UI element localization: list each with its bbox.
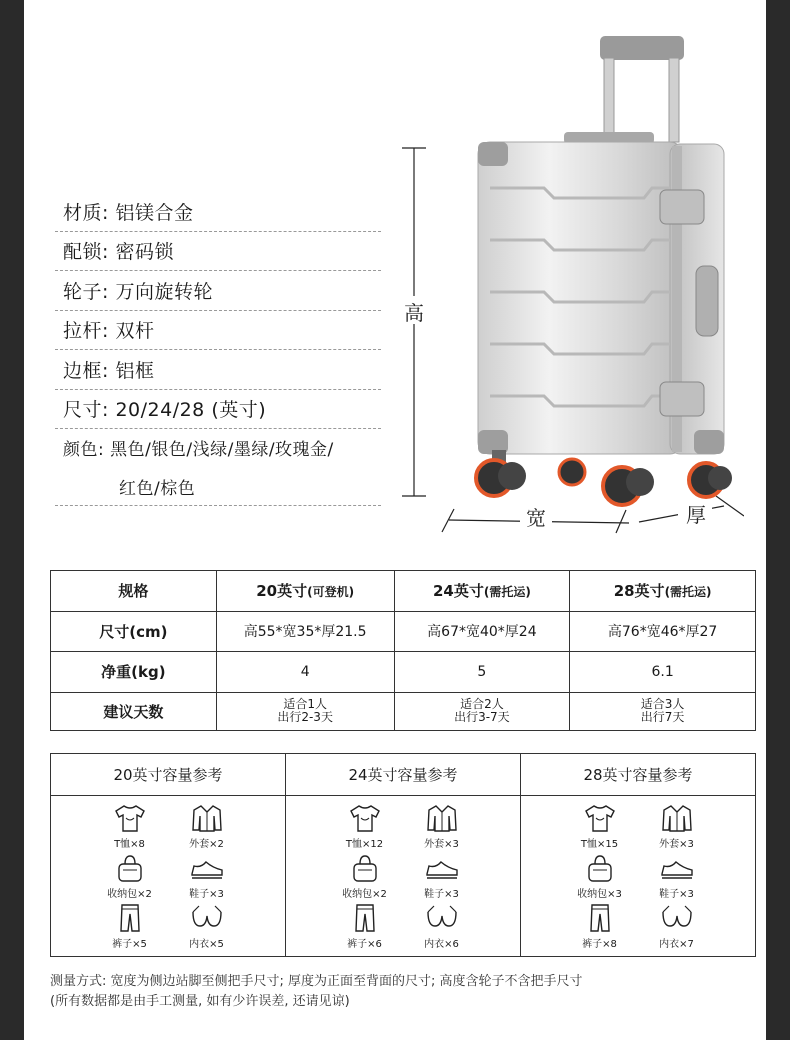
- capacity-item-label: 裤子×5: [112, 939, 147, 950]
- days-28-line2: 出行7天: [640, 710, 685, 724]
- pants-icon: [347, 902, 383, 934]
- cell-size-28: 高76*宽46*厚27: [570, 611, 756, 652]
- capacity-item: [561, 902, 638, 952]
- capacity-item-label: T恤×8: [114, 839, 145, 850]
- measurement-note: [50, 972, 756, 1012]
- capacity-item-label: 外套×3: [424, 839, 459, 850]
- capacity-item: [326, 852, 403, 902]
- size-20-label: 20英寸: [256, 582, 308, 601]
- capacity-item: [403, 802, 480, 852]
- capacity-item-label: T恤×12: [345, 839, 384, 850]
- spinner-wheels: [476, 450, 732, 505]
- tshirt-icon: [582, 802, 618, 834]
- spec-list: [55, 192, 381, 506]
- shoe-icon: [189, 852, 225, 884]
- cell-days-20: [216, 692, 394, 730]
- size-28-note: (需托运): [664, 585, 712, 600]
- table-header-row: [51, 571, 756, 612]
- spec-color-text-1: 颜色: 黑色/银色/浅绿/墨绿/玫瑰金/: [63, 440, 334, 460]
- pants-icon: [112, 902, 148, 934]
- tshirt-icon: [112, 802, 148, 834]
- capacity-item-label: 内衣×5: [189, 939, 224, 950]
- note-line-2: (所有数据都是由手工测量, 如有少许误差, 还请见谅): [50, 994, 350, 1009]
- capacity-item-label: 收纳包×2: [107, 889, 152, 900]
- spec-handle-text: 拉杆: 双杆: [63, 320, 155, 343]
- product-detail-page: [24, 0, 766, 1040]
- width-label: 宽: [526, 506, 546, 530]
- capacity-item: [561, 802, 638, 852]
- capacity-grid: [521, 796, 755, 956]
- cell-days-24: [394, 692, 570, 730]
- spec-handle: [55, 311, 381, 351]
- row-label-weight: 净重(kg): [51, 652, 217, 693]
- capacity-title: 24英寸容量参考: [286, 754, 520, 796]
- capacity-grid: [286, 796, 520, 956]
- capacity-column: [286, 754, 521, 956]
- table-header-24: [394, 571, 570, 612]
- depth-label: 厚: [686, 503, 706, 527]
- spec-wheels: [55, 271, 381, 311]
- jacket-icon: [189, 802, 225, 834]
- cell-weight-24: 5: [394, 652, 570, 693]
- capacity-item-label: 收纳包×3: [577, 889, 622, 900]
- table-row: [51, 692, 756, 730]
- note-line-1: 测量方式: 宽度为侧边站脚至侧把手尺寸; 厚度为正面至背面的尺寸; 高度含轮子不含把手尺寸: [50, 974, 583, 989]
- capacity-item-label: 鞋子×3: [659, 889, 694, 900]
- spec-frame-text: 边框: 铝框: [63, 359, 155, 382]
- table-header-spec: 规格: [51, 571, 217, 612]
- spec-size: [55, 390, 381, 430]
- capacity-item-label: 裤子×6: [347, 939, 382, 950]
- capacity-reference: [50, 753, 756, 957]
- spec-size-text: 尺寸: 20/24/28 (英寸): [63, 399, 267, 422]
- capacity-grid: [51, 796, 285, 956]
- size-20-note: (可登机): [307, 585, 355, 600]
- spec-lock: [55, 232, 381, 272]
- capacity-item-label: 外套×2: [189, 839, 224, 850]
- capacity-item-label: 鞋子×3: [424, 889, 459, 900]
- capacity-item: [638, 852, 715, 902]
- telescopic-handle: [564, 36, 684, 144]
- days-24-line1: 适合2人: [460, 697, 504, 711]
- size-28-label: 28英寸: [613, 582, 665, 601]
- shoe-icon: [424, 852, 460, 884]
- shoe-icon: [659, 852, 695, 884]
- capacity-item-label: 外套×3: [659, 839, 694, 850]
- capacity-item: [403, 902, 480, 952]
- capacity-item-label: 裤子×8: [582, 939, 617, 950]
- pants-icon: [582, 902, 618, 934]
- capacity-item: [91, 852, 168, 902]
- cell-days-28: [570, 692, 756, 730]
- capacity-item-label: 内衣×7: [659, 939, 694, 950]
- jacket-icon: [659, 802, 695, 834]
- days-20-line1: 适合1人: [283, 697, 327, 711]
- days-24-line2: 出行3-7天: [454, 710, 510, 724]
- spec-table: [50, 570, 756, 731]
- capacity-item-label: 鞋子×3: [189, 889, 224, 900]
- spec-frame: [55, 350, 381, 390]
- capacity-item: [326, 802, 403, 852]
- bag-icon: [347, 852, 383, 884]
- capacity-item: [91, 902, 168, 952]
- capacity-item: [326, 902, 403, 952]
- capacity-title: 20英寸容量参考: [51, 754, 285, 796]
- capacity-item: [91, 802, 168, 852]
- size-24-label: 24英寸: [432, 582, 484, 601]
- jacket-icon: [424, 802, 460, 834]
- capacity-item-label: 收纳包×2: [342, 889, 387, 900]
- bag-icon: [582, 852, 618, 884]
- cell-size-24: 高67*宽40*厚24: [394, 611, 570, 652]
- bag-icon: [112, 852, 148, 884]
- capacity-item: [403, 852, 480, 902]
- spec-material: [55, 192, 381, 232]
- capacity-title: 28英寸容量参考: [521, 754, 755, 796]
- tshirt-icon: [347, 802, 383, 834]
- capacity-item-label: T恤×15: [580, 839, 619, 850]
- row-label-size: 尺寸(cm): [51, 611, 217, 652]
- cell-weight-20: 4: [216, 652, 394, 693]
- capacity-item: [638, 902, 715, 952]
- spec-color: [55, 429, 381, 506]
- cell-size-20: 高55*宽35*厚21.5: [216, 611, 394, 652]
- spec-wheels-text: 轮子: 万向旋转轮: [63, 280, 213, 303]
- capacity-item-label: 内衣×6: [424, 939, 459, 950]
- capacity-item: [168, 852, 245, 902]
- bra-icon: [659, 902, 695, 934]
- row-label-days: 建议天数: [51, 692, 217, 730]
- table-row: [51, 611, 756, 652]
- spec-color-text-2: 红色/棕色: [119, 479, 196, 499]
- table-row: [51, 652, 756, 693]
- suitcase-body: [478, 142, 724, 454]
- spec-material-text: 材质: 铝镁合金: [63, 201, 194, 224]
- suitcase-illustration: [394, 20, 744, 540]
- days-28-line1: 适合3人: [640, 697, 685, 711]
- capacity-item: [561, 852, 638, 902]
- size-24-note: (需托运): [483, 585, 531, 600]
- table-header-20: [216, 571, 394, 612]
- days-20-line2: 出行2-3天: [277, 710, 333, 724]
- capacity-item: [638, 802, 715, 852]
- bra-icon: [424, 902, 460, 934]
- capacity-column: [521, 754, 755, 956]
- capacity-item: [168, 902, 245, 952]
- capacity-column: [51, 754, 286, 956]
- cell-weight-28: 6.1: [570, 652, 756, 693]
- height-label: 高: [404, 301, 424, 325]
- bra-icon: [189, 902, 225, 934]
- table-header-28: [570, 571, 756, 612]
- capacity-item: [168, 802, 245, 852]
- spec-lock-text: 配锁: 密码锁: [63, 241, 174, 264]
